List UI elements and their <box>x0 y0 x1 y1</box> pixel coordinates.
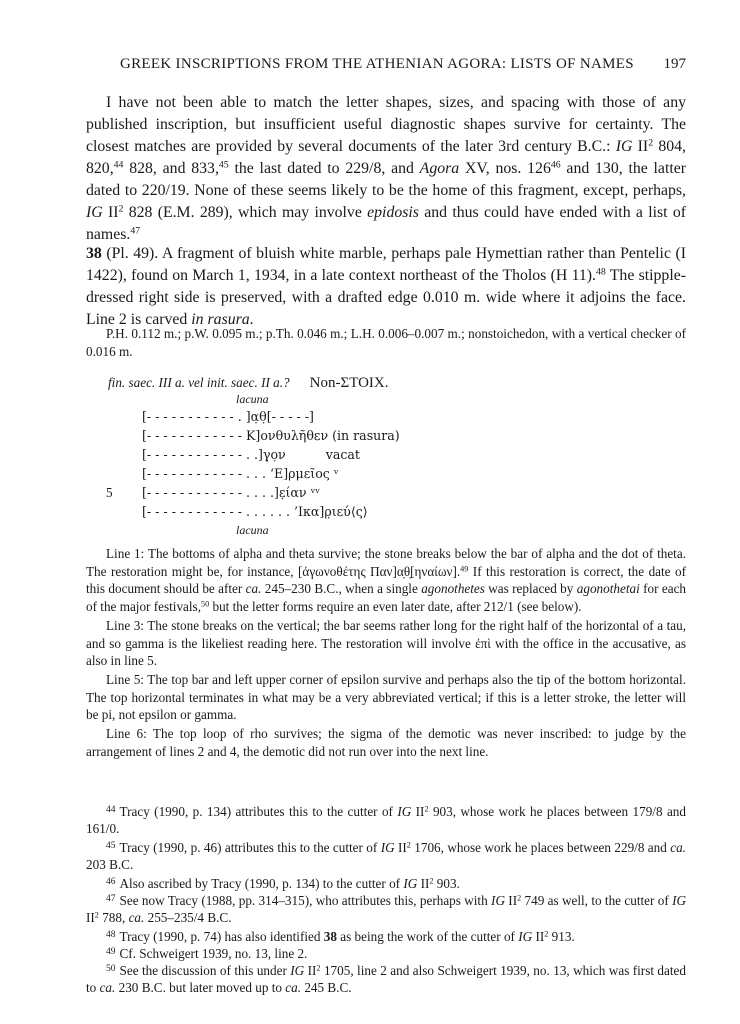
footnote: $^{46}$ Also ascribed by Tracy (1990, p. 134) to the cutter of IG $II^2$ 903. <box>106 876 460 891</box>
footnote: $^{48}$ Tracy (1990, p. 74) has also identified 38 as being the work of the cutter of IG $II^2$ 913. <box>106 929 575 944</box>
lacuna-top: lacuna <box>236 392 269 406</box>
measurements: P.H. 0.112 m.; p.W. 0.095 m.; p.Th. 0.046 m.; L.H. 0.006–0.007 m.; nonstoichedon, with a vertical checker of 0.016 m. <box>86 326 686 359</box>
edition-line: [- - - - - - - - - - - - K]ονθυλῆθεν (in rasura) <box>142 428 400 443</box>
edition-line: [- - - - - - - - - - - - . . . ‘Ε]ρμεῖος ᵛ <box>142 466 339 481</box>
commentary-line-3: Line 3: The stone breaks on the vertical; the bar seems rather long for the right half of the horizontal of a tau, and so gamma is the likeliest reading here. The restoration will involve ἐπὶ with the office in the accusative, as also in line 5. <box>86 618 686 669</box>
edition-line: [- - - - - - - - - - - - . . . .]ε̣ίαν ᵛᵛ <box>142 485 320 500</box>
paragraph-comparanda: I have not been able to match the letter shapes, sizes, and spacing with those of any published inscription, but insufficient useful diagnostic shapes survive for certainty. The closest matches are provided by several documents of the later 3rd century B.C.: IG $II^2$ 804, 820,44 828, and 833,45 the last dated to 229/8, and Agora XV, nos. $126^{46}$ and 130, the latter dated to 220/19. None of these seems likely to be the home of this fragment, except, perhaps, IG $II^2$ 828 (E.M. 289), which may involve epidosis and thus could have ended with a list of names.$^{47}$ <box>86 94 686 243</box>
page-number: 197 <box>663 56 686 72</box>
commentary-line-6: Line 6: The top loop of rho survives; the sigma of the demotic was never inscribed: to judge by the arrangement of lines 2 and 4, the demotic did not run over into the next line. <box>86 726 686 759</box>
footnote: $^{50}$ See the discussion of this under IG $II^2$ 1705, line 2 and also Schweigert 1939, no. 13, which was first dated to ca. 230 B.C. but later moved up to ca. 245 B.C. <box>86 963 686 995</box>
commentary-line-1: Line 1: The bottoms of alpha and theta survive; the stone breaks below the bar of alpha and the dot of theta. The restoration might be, for instance, [ἀγωνοθέτης Παν]α̣θ̣[ηναίων].$^{49}$ If this restoration is correct, the date of this document should be after ca. 245–230 B.C., when a single agonothetes was replaced by agonothetai for each of the major festivals,$^{50}$ but the letter forms require an even later date, after 212/1 (see below). <box>86 546 687 614</box>
line-number: 5 <box>106 485 113 500</box>
edition-line: [- - - - - - - - - - - . ]α̣θ̣[- - - - -] <box>142 409 314 424</box>
commentary-line-5: Line 5: The top bar and left upper corner of epsilon survive and perhaps also the tip of the bottom horizontal. The top horizontal terminates in what may be a very abbreviated vertical; if this is a letter stroke, the letter will be pi, not epsilon or gamma. <box>86 672 686 723</box>
footnote: $^{47}$ See now Tracy (1988, pp. 314–315), who attributes this, perhaps with IG $II^2$ 749 as well, to the cutter of IG $II^2$ 788, ca. 255–235/4 B.C. <box>86 893 686 925</box>
edition-line: [- - - - - - - - - - - - . . . . . . ’Ικα]ρ̣ιεύ⟨ς⟩ <box>142 504 368 519</box>
footnote: $^{49}$ Cf. Schweigert 1939, no. 13, line 2. <box>106 946 308 961</box>
edition-line: [- - - - - - - - - - - - . .]γ̣ο̣ν vacat <box>142 447 360 462</box>
edition-heading <box>108 375 389 392</box>
paragraph-item-38: 38 (Pl. 49). A fragment of bluish white marble, perhaps pale Hymettian rather than Pentelic (I 1422), found on March 1, 1934, in a late context northeast of the Tholos (H 11).$^{48}$ The stipple-dressed right side is preserved, with a drafted edge 0.010 m. wide where it adjoins the face. Line 2 is carved in rasura. <box>86 245 686 328</box>
lacuna-bottom: lacuna <box>236 523 269 537</box>
edition-date: fin. saec. III a. vel init. saec. II a.? <box>108 375 290 390</box>
running-title: GREEK INSCRIPTIONS FROM THE ATHENIAN AGORA: LISTS OF NAMES <box>120 56 634 72</box>
footnote: $^{45}$ Tracy (1990, p. 46) attributes this to the cutter of IG $II^2$ 1706, whose work he places between 229/8 and ca. 203 B.C. <box>86 840 686 872</box>
edition-stoich: Non-ΣΤΟΙΧ. <box>309 375 389 391</box>
epigraphic-edition <box>106 375 528 537</box>
footnote: $^{44}$ Tracy (1990, p. 134) attributes this to the cutter of IG $II^2$ 903, whose work he places between 179/8 and 161/0. <box>86 804 686 836</box>
running-header <box>86 56 686 76</box>
item-number: 38 <box>86 245 102 262</box>
